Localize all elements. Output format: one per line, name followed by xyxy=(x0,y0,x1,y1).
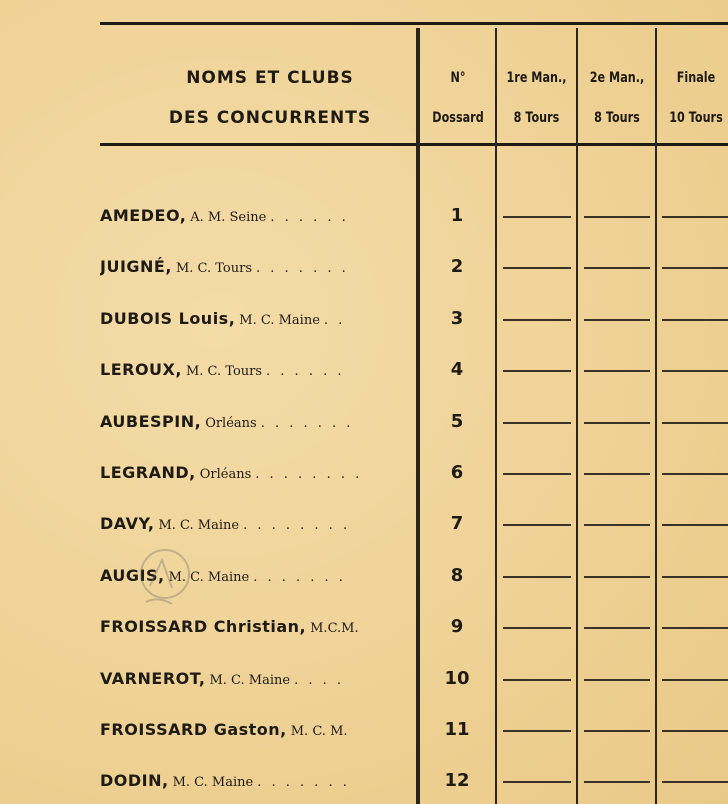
header-final-line1: Finale xyxy=(676,70,716,86)
competitor-entry xyxy=(100,458,414,488)
header-heat2-line1: 2e Man., xyxy=(589,70,645,86)
bib-number: 10 xyxy=(444,668,470,689)
result-blank-line xyxy=(503,679,571,681)
bib-number: 3 xyxy=(450,308,464,329)
result-blank-line xyxy=(503,370,571,372)
competitor-name: DUBOIS Louis, xyxy=(100,309,236,328)
result-blank-line xyxy=(584,524,650,526)
result-blank-line xyxy=(503,524,571,526)
result-blank-line xyxy=(662,267,728,269)
result-blank-line xyxy=(584,576,650,578)
competitor-row xyxy=(0,664,728,694)
competitor-row xyxy=(0,561,728,591)
competitor-club: Orléans xyxy=(199,467,252,482)
header-heat1-line1: 1re Man., xyxy=(506,70,567,86)
header-final xyxy=(665,58,727,138)
competitor-entry xyxy=(100,509,414,539)
result-blank-line xyxy=(503,473,571,475)
competitor-entry xyxy=(100,766,414,796)
leader-dots: . . . . . . . . xyxy=(255,467,363,482)
header-bib xyxy=(428,58,489,138)
competitor-club: M. C. Maine xyxy=(168,570,250,585)
competitor-row xyxy=(0,304,728,334)
competitor-name: LEGRAND, xyxy=(100,463,196,482)
bib-number: 9 xyxy=(450,616,464,637)
leader-dots: . . . . . . . xyxy=(253,570,346,585)
header-bib-line1: N° xyxy=(450,70,466,86)
competitor-entry xyxy=(100,201,414,231)
bib-number: 1 xyxy=(450,205,464,226)
top-rule xyxy=(100,22,728,25)
bib-number: 4 xyxy=(450,359,464,380)
header-names-line2: DES CONCURRENTS xyxy=(168,108,372,128)
result-blank-line xyxy=(662,319,728,321)
bib-number: 5 xyxy=(450,411,464,432)
competitor-name: FROISSARD Gaston, xyxy=(100,720,287,739)
result-blank-line xyxy=(662,679,728,681)
competitor-name: LEROUX, xyxy=(100,360,182,379)
competitor-row xyxy=(0,201,728,231)
competitor-club: M. C. Maine xyxy=(239,313,320,328)
result-blank-line xyxy=(503,781,571,783)
competitor-club: M. C. Maine xyxy=(158,518,240,533)
competitor-entry xyxy=(100,304,414,334)
bib-number: 2 xyxy=(450,256,464,277)
header-names-line1: NOMS ET CLUBS xyxy=(186,68,354,88)
competitor-club: M. C. Maine xyxy=(172,775,254,790)
competitor-club: M. C. Tours xyxy=(175,261,253,276)
result-blank-line xyxy=(503,576,571,578)
header-names xyxy=(130,58,410,138)
result-blank-line xyxy=(584,781,650,783)
result-blank-line xyxy=(662,524,728,526)
competitor-row xyxy=(0,715,728,745)
result-blank-line xyxy=(662,627,728,629)
competitor-name: AUBESPIN, xyxy=(100,412,202,431)
competitor-row xyxy=(0,252,728,282)
leader-dots: . . . . xyxy=(294,673,344,688)
competitor-name: AMEDEO, xyxy=(100,206,187,225)
competitor-entry xyxy=(100,407,414,437)
leader-dots: . . . . . . xyxy=(266,364,345,379)
stamp-mark xyxy=(132,542,198,612)
competitor-row xyxy=(0,407,728,437)
header-rule xyxy=(100,143,728,146)
bib-number: 7 xyxy=(450,513,464,534)
header-heat1 xyxy=(505,58,568,138)
competitor-club: M. C. M. xyxy=(290,724,348,739)
competitor-entry xyxy=(100,252,414,282)
result-blank-line xyxy=(584,473,650,475)
competitor-club: M.C.M. xyxy=(310,621,359,636)
leader-dots: . . . . . . . . xyxy=(243,518,351,533)
result-blank-line xyxy=(584,679,650,681)
competitor-club: Orléans xyxy=(205,416,257,431)
bib-number: 11 xyxy=(444,719,470,740)
competitor-name: DAVY, xyxy=(100,514,155,533)
result-blank-line xyxy=(503,319,571,321)
result-blank-line xyxy=(584,422,650,424)
result-blank-line xyxy=(584,216,650,218)
competitor-club: M. C. Tours xyxy=(185,364,263,379)
bib-number: 8 xyxy=(450,565,464,586)
competitor-row xyxy=(0,612,728,642)
competitor-name: FROISSARD Christian, xyxy=(100,617,307,636)
result-blank-line xyxy=(503,422,571,424)
competitor-entry xyxy=(100,612,414,642)
header-final-line2: 10 Tours xyxy=(669,110,723,126)
result-blank-line xyxy=(662,370,728,372)
header-bib-line2: Dossard xyxy=(432,110,484,126)
competitor-name: AUGIS, xyxy=(100,566,165,585)
competitor-entry xyxy=(100,664,414,694)
competitor-name: DODIN, xyxy=(100,771,169,790)
leader-dots: . . . . . . . xyxy=(260,416,354,431)
bib-number: 12 xyxy=(444,770,470,791)
competitor-entry xyxy=(100,715,414,745)
result-blank-line xyxy=(503,267,571,269)
result-blank-line xyxy=(584,370,650,372)
leader-dots: . . . . . . xyxy=(270,210,349,225)
leader-dots: . . . . . . . xyxy=(256,261,349,276)
bib-number: 6 xyxy=(450,462,464,483)
header-heat2 xyxy=(586,58,648,138)
header-heat2-line2: 8 Tours xyxy=(594,110,640,126)
result-blank-line xyxy=(503,627,571,629)
result-blank-line xyxy=(584,267,650,269)
competitor-row xyxy=(0,355,728,385)
result-blank-line xyxy=(662,781,728,783)
competitor-row xyxy=(0,766,728,796)
leader-dots: . . . . . . . xyxy=(257,775,350,790)
leader-dots: . . xyxy=(323,313,346,328)
competitor-row xyxy=(0,458,728,488)
result-blank-line xyxy=(662,422,728,424)
result-blank-line xyxy=(503,730,571,732)
result-blank-line xyxy=(503,216,571,218)
competitor-row xyxy=(0,509,728,539)
result-blank-line xyxy=(662,473,728,475)
result-blank-line xyxy=(584,627,650,629)
competitor-entry xyxy=(100,355,414,385)
result-blank-line xyxy=(584,319,650,321)
result-blank-line xyxy=(662,216,728,218)
competitor-club: A. M. Seine xyxy=(190,210,267,225)
result-blank-line xyxy=(662,730,728,732)
competitor-club: M. C. Maine xyxy=(209,673,291,688)
result-blank-line xyxy=(584,730,650,732)
header-heat1-line2: 8 Tours xyxy=(513,110,560,126)
result-blank-line xyxy=(662,576,728,578)
competitor-name: JUIGNÉ, xyxy=(100,257,172,276)
competitor-name: VARNEROT, xyxy=(100,669,206,688)
